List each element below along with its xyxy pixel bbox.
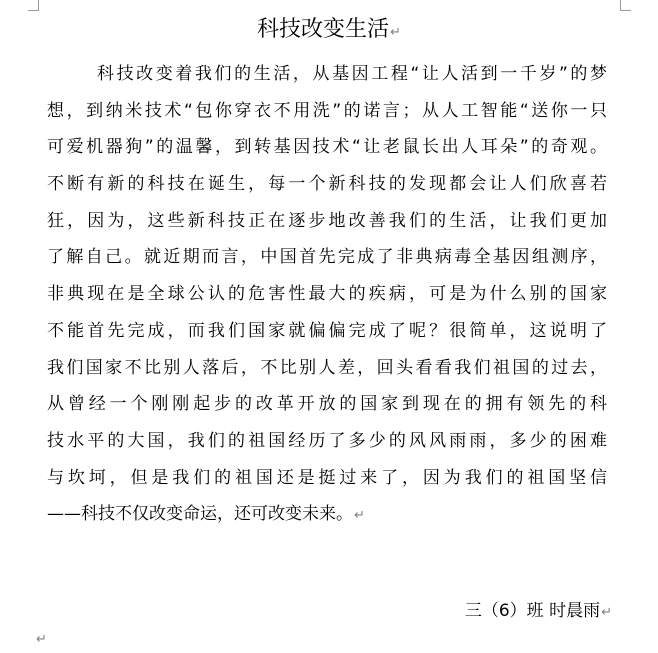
paragraph-mark-icon: ↵ — [601, 605, 612, 620]
document-title[interactable] — [0, 12, 658, 51]
paragraph-mark-icon: ↵ — [390, 25, 401, 40]
text-line: 不能首先完成，而我们国家就偏偏完成了呢？很简单，这说明了 — [47, 320, 607, 341]
text-line: 了解自己。就近期而言，中国首先完成了非典病毒全基因组测序， — [47, 247, 607, 268]
page-corner-mark-right — [620, 0, 631, 11]
page-corner-mark-left — [28, 0, 39, 11]
text-line: 我们国家不比别人落后，不比别人差，回头看看我们祖国的过去， — [47, 357, 607, 378]
text-line: 从曾经一个刚刚起步的改革开放的国家到现在的拥有领先的科 — [47, 394, 607, 415]
text-line: 技水平的大国，我们的祖国经历了多少的风风雨雨，多少的困难 — [47, 430, 607, 451]
body-paragraph[interactable] — [47, 56, 607, 533]
text-line: 科技改变着我们的生活，从基因工程“让人活到一千岁”的梦 — [97, 64, 607, 84]
author-signature[interactable] — [465, 596, 612, 628]
text-line: ——科技不仅改变命运，还可改变未来。↵ — [47, 504, 365, 525]
text-line: 狂，因为，这些新科技正在逐步地改善我们的生活，让我们更加 — [47, 210, 607, 231]
text-line: 想，到纳米技术“包你穿衣不用洗”的诺言；从人工智能“送你一只 — [47, 100, 607, 121]
text-line: 非典现在是全球公认的危害性最大的疾病，可是为什么别的国家 — [47, 284, 607, 305]
text-line: 可爱机器狗”的温馨，到转基因技术“让老鼠长出人耳朵”的奇观。 — [47, 137, 607, 158]
title-text: 科技改变生活 — [257, 17, 390, 42]
signature-text: 三（6）班 时晨雨 — [464, 601, 601, 621]
paragraph-mark-icon: ↵ — [36, 632, 47, 647]
paragraph-mark-icon: ↵ — [354, 508, 365, 524]
text-line: 与坎坷，但是我们的祖国还是挺过来了，因为我们的祖国坚信 — [47, 467, 607, 488]
text-line: 不断有新的科技在诞生，每一个新科技的发现都会让人们欣喜若 — [47, 174, 607, 195]
